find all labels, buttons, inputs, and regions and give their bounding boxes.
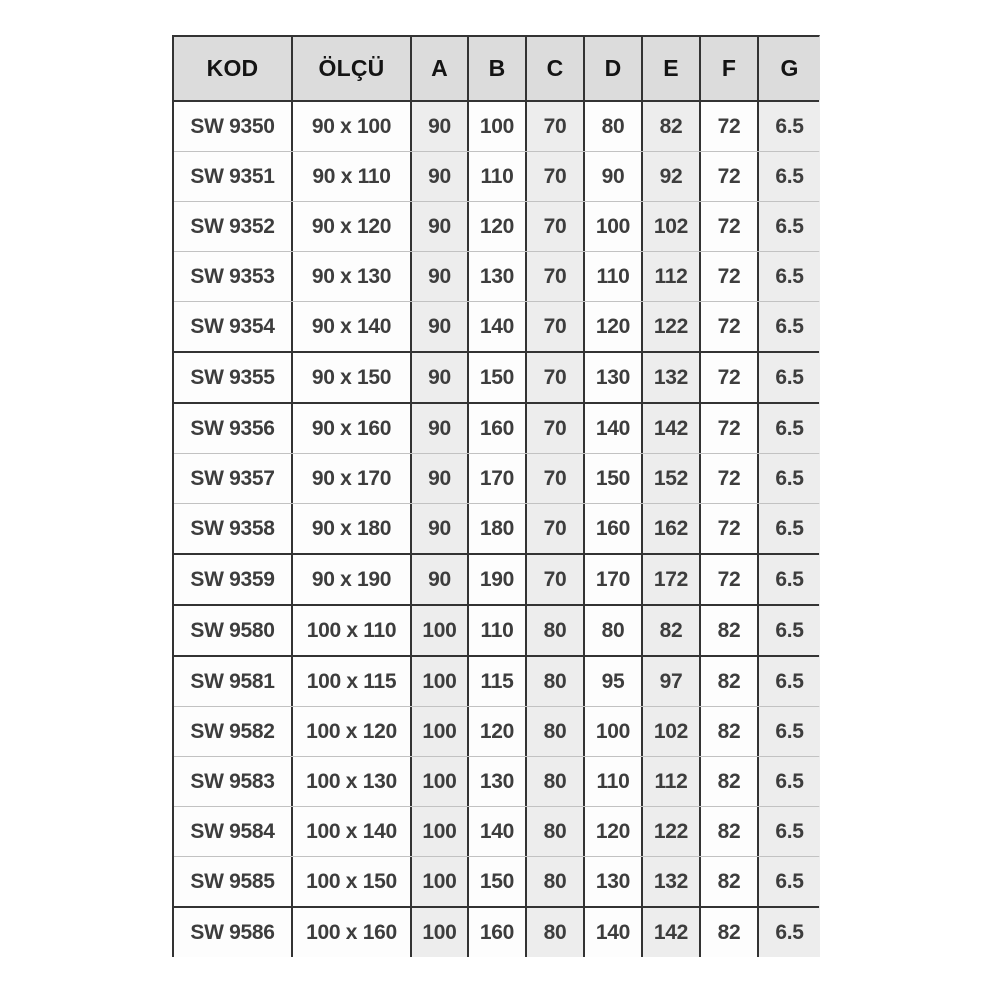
table-row	[174, 856, 819, 906]
cell-f: 72	[701, 252, 759, 301]
cell-b: 120	[469, 707, 527, 756]
header-cell-c: C	[527, 37, 585, 100]
cell-olcu: 90 x 150	[293, 353, 412, 402]
cell-kod: SW 9357	[174, 454, 293, 503]
cell-f: 82	[701, 908, 759, 957]
cell-f: 72	[701, 152, 759, 201]
cell-b: 130	[469, 757, 527, 806]
cell-f: 72	[701, 102, 759, 151]
cell-a: 100	[412, 657, 469, 706]
cell-g: 6.5	[759, 504, 820, 553]
cell-f: 72	[701, 353, 759, 402]
cell-b: 130	[469, 252, 527, 301]
cell-d: 140	[585, 404, 643, 453]
cell-c: 70	[527, 454, 585, 503]
cell-f: 72	[701, 555, 759, 604]
table-row	[174, 301, 819, 351]
cell-olcu: 90 x 190	[293, 555, 412, 604]
cell-kod: SW 9356	[174, 404, 293, 453]
cell-olcu: 100 x 150	[293, 857, 412, 906]
cell-b: 110	[469, 152, 527, 201]
cell-d: 110	[585, 757, 643, 806]
cell-g: 6.5	[759, 202, 820, 251]
cell-f: 82	[701, 857, 759, 906]
cell-c: 70	[527, 353, 585, 402]
cell-g: 6.5	[759, 404, 820, 453]
cell-c: 80	[527, 807, 585, 856]
table-row	[174, 806, 819, 856]
table-row	[174, 906, 819, 957]
cell-d: 95	[585, 657, 643, 706]
cell-kod: SW 9352	[174, 202, 293, 251]
table-row	[174, 453, 819, 503]
cell-olcu: 90 x 160	[293, 404, 412, 453]
cell-g: 6.5	[759, 454, 820, 503]
table-row	[174, 402, 819, 453]
cell-f: 82	[701, 657, 759, 706]
cell-d: 120	[585, 807, 643, 856]
cell-c: 80	[527, 857, 585, 906]
cell-d: 130	[585, 353, 643, 402]
cell-d: 110	[585, 252, 643, 301]
cell-d: 170	[585, 555, 643, 604]
cell-c: 70	[527, 504, 585, 553]
cell-kod: SW 9353	[174, 252, 293, 301]
cell-d: 160	[585, 504, 643, 553]
cell-e: 112	[643, 252, 701, 301]
cell-d: 130	[585, 857, 643, 906]
cell-kod: SW 9358	[174, 504, 293, 553]
cell-c: 80	[527, 908, 585, 957]
cell-f: 72	[701, 302, 759, 351]
cell-d: 100	[585, 202, 643, 251]
cell-b: 115	[469, 657, 527, 706]
cell-g: 6.5	[759, 353, 820, 402]
table-row	[174, 503, 819, 553]
table-row	[174, 201, 819, 251]
cell-f: 82	[701, 707, 759, 756]
cell-a: 100	[412, 707, 469, 756]
cell-a: 100	[412, 857, 469, 906]
cell-a: 90	[412, 202, 469, 251]
cell-b: 100	[469, 102, 527, 151]
cell-olcu: 100 x 115	[293, 657, 412, 706]
cell-a: 90	[412, 152, 469, 201]
cell-c: 70	[527, 202, 585, 251]
cell-c: 80	[527, 657, 585, 706]
cell-kod: SW 9580	[174, 606, 293, 655]
cell-f: 82	[701, 807, 759, 856]
cell-olcu: 90 x 140	[293, 302, 412, 351]
cell-kod: SW 9581	[174, 657, 293, 706]
cell-kod: SW 9355	[174, 353, 293, 402]
cell-olcu: 90 x 100	[293, 102, 412, 151]
cell-kod: SW 9586	[174, 908, 293, 957]
cell-a: 100	[412, 807, 469, 856]
cell-c: 70	[527, 102, 585, 151]
cell-b: 150	[469, 857, 527, 906]
cell-kod: SW 9359	[174, 555, 293, 604]
cell-olcu: 90 x 130	[293, 252, 412, 301]
cell-olcu: 90 x 180	[293, 504, 412, 553]
header-cell-kod: KOD	[174, 37, 293, 100]
cell-a: 100	[412, 606, 469, 655]
cell-olcu: 100 x 160	[293, 908, 412, 957]
cell-e: 82	[643, 102, 701, 151]
cell-a: 90	[412, 302, 469, 351]
table-body	[174, 102, 819, 957]
cell-b: 160	[469, 404, 527, 453]
cell-kod: SW 9354	[174, 302, 293, 351]
table-row	[174, 655, 819, 706]
cell-a: 90	[412, 252, 469, 301]
cell-b: 140	[469, 302, 527, 351]
cell-e: 82	[643, 606, 701, 655]
cell-g: 6.5	[759, 302, 820, 351]
cell-kod: SW 9583	[174, 757, 293, 806]
cell-d: 100	[585, 707, 643, 756]
cell-e: 122	[643, 807, 701, 856]
cell-f: 72	[701, 504, 759, 553]
cell-olcu: 100 x 110	[293, 606, 412, 655]
cell-b: 140	[469, 807, 527, 856]
cell-g: 6.5	[759, 657, 820, 706]
cell-c: 70	[527, 302, 585, 351]
cell-e: 97	[643, 657, 701, 706]
cell-c: 70	[527, 252, 585, 301]
cell-g: 6.5	[759, 707, 820, 756]
cell-c: 70	[527, 404, 585, 453]
cell-olcu: 90 x 110	[293, 152, 412, 201]
cell-a: 90	[412, 102, 469, 151]
cell-d: 90	[585, 152, 643, 201]
cell-e: 172	[643, 555, 701, 604]
cell-olcu: 100 x 120	[293, 707, 412, 756]
cell-c: 80	[527, 757, 585, 806]
cell-b: 170	[469, 454, 527, 503]
cell-g: 6.5	[759, 857, 820, 906]
cell-d: 80	[585, 606, 643, 655]
header-cell-d: D	[585, 37, 643, 100]
cell-b: 190	[469, 555, 527, 604]
cell-kod: SW 9582	[174, 707, 293, 756]
cell-d: 140	[585, 908, 643, 957]
cell-e: 122	[643, 302, 701, 351]
cell-kod: SW 9585	[174, 857, 293, 906]
cell-e: 142	[643, 404, 701, 453]
cell-b: 180	[469, 504, 527, 553]
cell-f: 82	[701, 606, 759, 655]
cell-e: 132	[643, 353, 701, 402]
cell-e: 152	[643, 454, 701, 503]
cell-a: 90	[412, 353, 469, 402]
table-row	[174, 706, 819, 756]
cell-f: 72	[701, 404, 759, 453]
cell-kod: SW 9351	[174, 152, 293, 201]
cell-e: 162	[643, 504, 701, 553]
cell-g: 6.5	[759, 807, 820, 856]
cell-e: 102	[643, 202, 701, 251]
cell-d: 80	[585, 102, 643, 151]
dimension-table	[172, 35, 820, 957]
table-row	[174, 102, 819, 151]
cell-b: 150	[469, 353, 527, 402]
cell-olcu: 90 x 120	[293, 202, 412, 251]
cell-c: 80	[527, 606, 585, 655]
cell-e: 102	[643, 707, 701, 756]
table-row	[174, 604, 819, 655]
table-header-row	[174, 37, 819, 102]
table-row	[174, 351, 819, 402]
cell-g: 6.5	[759, 152, 820, 201]
cell-b: 120	[469, 202, 527, 251]
header-cell-e: E	[643, 37, 701, 100]
cell-e: 142	[643, 908, 701, 957]
table-row	[174, 553, 819, 604]
cell-g: 6.5	[759, 908, 820, 957]
header-cell-g: G	[759, 37, 820, 100]
cell-c: 70	[527, 555, 585, 604]
cell-olcu: 90 x 170	[293, 454, 412, 503]
cell-c: 80	[527, 707, 585, 756]
cell-olcu: 100 x 130	[293, 757, 412, 806]
cell-e: 112	[643, 757, 701, 806]
cell-b: 110	[469, 606, 527, 655]
cell-g: 6.5	[759, 102, 820, 151]
header-cell-a: A	[412, 37, 469, 100]
header-cell-olcu: ÖLÇÜ	[293, 37, 412, 100]
header-cell-f: F	[701, 37, 759, 100]
cell-e: 132	[643, 857, 701, 906]
cell-f: 72	[701, 454, 759, 503]
cell-a: 90	[412, 555, 469, 604]
cell-a: 100	[412, 908, 469, 957]
cell-a: 90	[412, 504, 469, 553]
cell-g: 6.5	[759, 252, 820, 301]
cell-c: 70	[527, 152, 585, 201]
cell-a: 90	[412, 404, 469, 453]
cell-kod: SW 9350	[174, 102, 293, 151]
cell-g: 6.5	[759, 606, 820, 655]
cell-d: 120	[585, 302, 643, 351]
table-row	[174, 756, 819, 806]
table-row	[174, 151, 819, 201]
header-cell-b: B	[469, 37, 527, 100]
cell-g: 6.5	[759, 757, 820, 806]
cell-kod: SW 9584	[174, 807, 293, 856]
cell-b: 160	[469, 908, 527, 957]
cell-d: 150	[585, 454, 643, 503]
cell-a: 100	[412, 757, 469, 806]
cell-f: 82	[701, 757, 759, 806]
cell-f: 72	[701, 202, 759, 251]
cell-g: 6.5	[759, 555, 820, 604]
cell-olcu: 100 x 140	[293, 807, 412, 856]
cell-a: 90	[412, 454, 469, 503]
table-row	[174, 251, 819, 301]
cell-e: 92	[643, 152, 701, 201]
